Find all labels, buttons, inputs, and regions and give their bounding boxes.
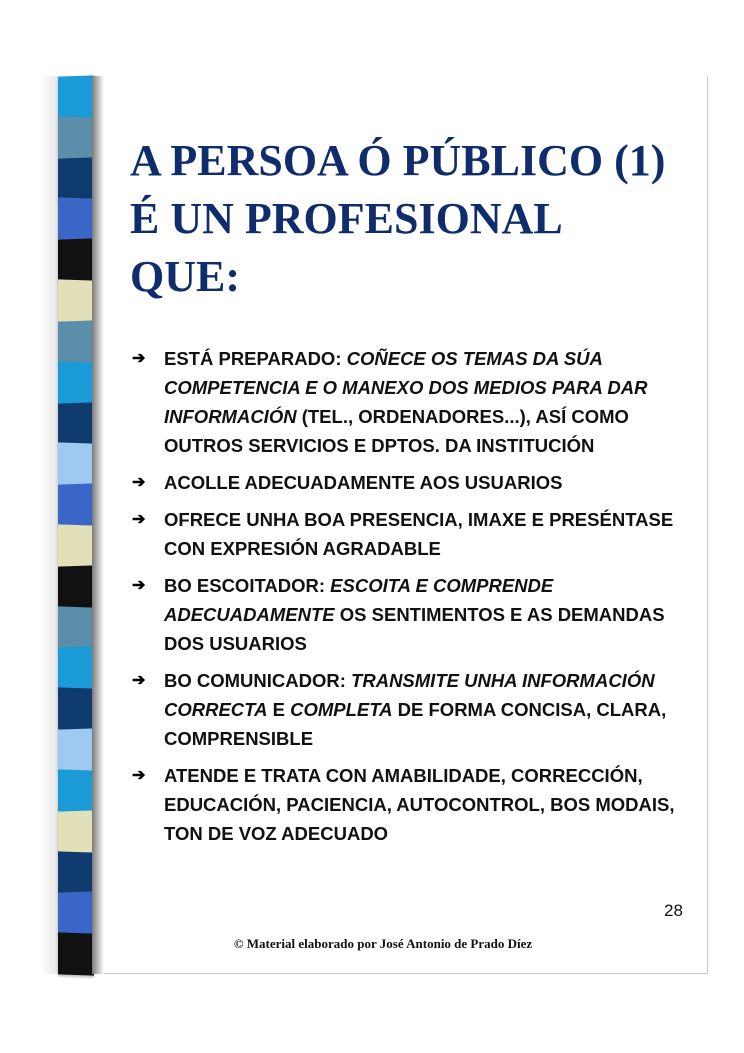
stripe-block xyxy=(58,484,94,527)
stripe-shadow xyxy=(92,76,104,974)
bullet-italic-text: ESCOITA E COMPRENDE ADECUADAMENTE xyxy=(164,575,554,625)
stripe-block xyxy=(58,688,94,731)
bullet-item xyxy=(130,761,705,848)
bullet-item xyxy=(130,666,705,753)
stripe-block xyxy=(58,769,94,812)
bullet-item xyxy=(130,468,705,497)
title-line: É UN PROFESIONAL xyxy=(130,194,563,243)
right-arrow-icon: ➔ xyxy=(132,474,146,491)
bullet-text: (TEL., ORDENADORES...), ASÍ COMO OUTROS SERVICIOS E DPTOS. DA INSTITUCIÓN xyxy=(164,406,629,456)
bullet-italic-text: COMPLETA xyxy=(290,699,393,720)
stripe-block xyxy=(58,320,94,363)
stripe-shade xyxy=(40,76,58,974)
copyright-footer: © Material elaborado por José Antonio de Prado Díez xyxy=(233,936,533,951)
stripe-block xyxy=(58,75,94,118)
stripe-block xyxy=(58,116,94,159)
bullet-item xyxy=(130,571,705,658)
stripe-block xyxy=(58,157,94,200)
stripe-block xyxy=(58,279,94,322)
stripe-block xyxy=(58,198,94,241)
bullet-italic-text: TRANSMITE UNHA INFORMACIÓN CORRECTA xyxy=(164,670,655,720)
bullet-text: OS SENTIMENTOS E AS DEMANDAS DOS USUARIOS xyxy=(164,604,665,654)
right-arrow-icon: ➔ xyxy=(132,672,146,689)
right-arrow-icon: ➔ xyxy=(132,767,146,784)
stripe-block xyxy=(58,892,94,935)
bullet-list xyxy=(130,344,705,856)
title-line: A PERSOA Ó PÚBLICO (1) xyxy=(130,136,666,185)
bullet-text: BO ESCOITADOR: xyxy=(164,575,331,596)
bullet-italic-text: COÑECE OS TEMAS DA SÚA COMPETENCIA E O MANEXO DOS MEDIOS PARA DAR INFORMACIÓN xyxy=(164,348,648,427)
stripe-block xyxy=(58,647,94,690)
bullet-text: OFRECE UNHA BOA PRESENCIA, IMAXE E PRESÉNTASE CON EXPRESIÓN AGRADABLE xyxy=(164,509,674,559)
decorative-stripe xyxy=(58,76,94,974)
bullet-text: E xyxy=(267,699,291,720)
stripe-block xyxy=(58,524,94,567)
stripe-block xyxy=(58,606,94,649)
stripe-block xyxy=(58,851,94,894)
right-arrow-icon: ➔ xyxy=(132,350,146,367)
right-arrow-icon: ➔ xyxy=(132,577,146,594)
stripe-block xyxy=(58,443,94,486)
page-number: 28 xyxy=(664,901,683,920)
stripe-block xyxy=(58,565,94,608)
bullet-item xyxy=(130,344,705,460)
bullet-text: BO COMUNICADOR: xyxy=(164,670,352,691)
bullet-text: ESTÁ PREPARADO: xyxy=(164,348,347,369)
stripe-block xyxy=(58,728,94,771)
title-line: QUE: xyxy=(130,252,240,301)
bullet-text: ACOLLE ADECUADAMENTE AOS USUARIOS xyxy=(164,472,563,493)
bullet-item xyxy=(130,505,705,563)
bullet-text: ATENDE E TRATA CON AMABILIDADE, CORRECCIÓN, EDUCACIÓN, PACIENCIA, AUTOCONTROL, BOS MODAIS, TON DE VOZ ADECUADO xyxy=(164,765,675,844)
slide-title xyxy=(130,132,700,306)
bullet-text: DE FORMA CONCISA, CLARA, COMPRENSIBLE xyxy=(164,699,667,749)
stripe-block xyxy=(58,810,94,853)
right-arrow-icon: ➔ xyxy=(132,511,146,528)
stripe-block xyxy=(58,402,94,445)
stripe-block xyxy=(58,239,94,282)
stripe-block xyxy=(58,361,94,404)
